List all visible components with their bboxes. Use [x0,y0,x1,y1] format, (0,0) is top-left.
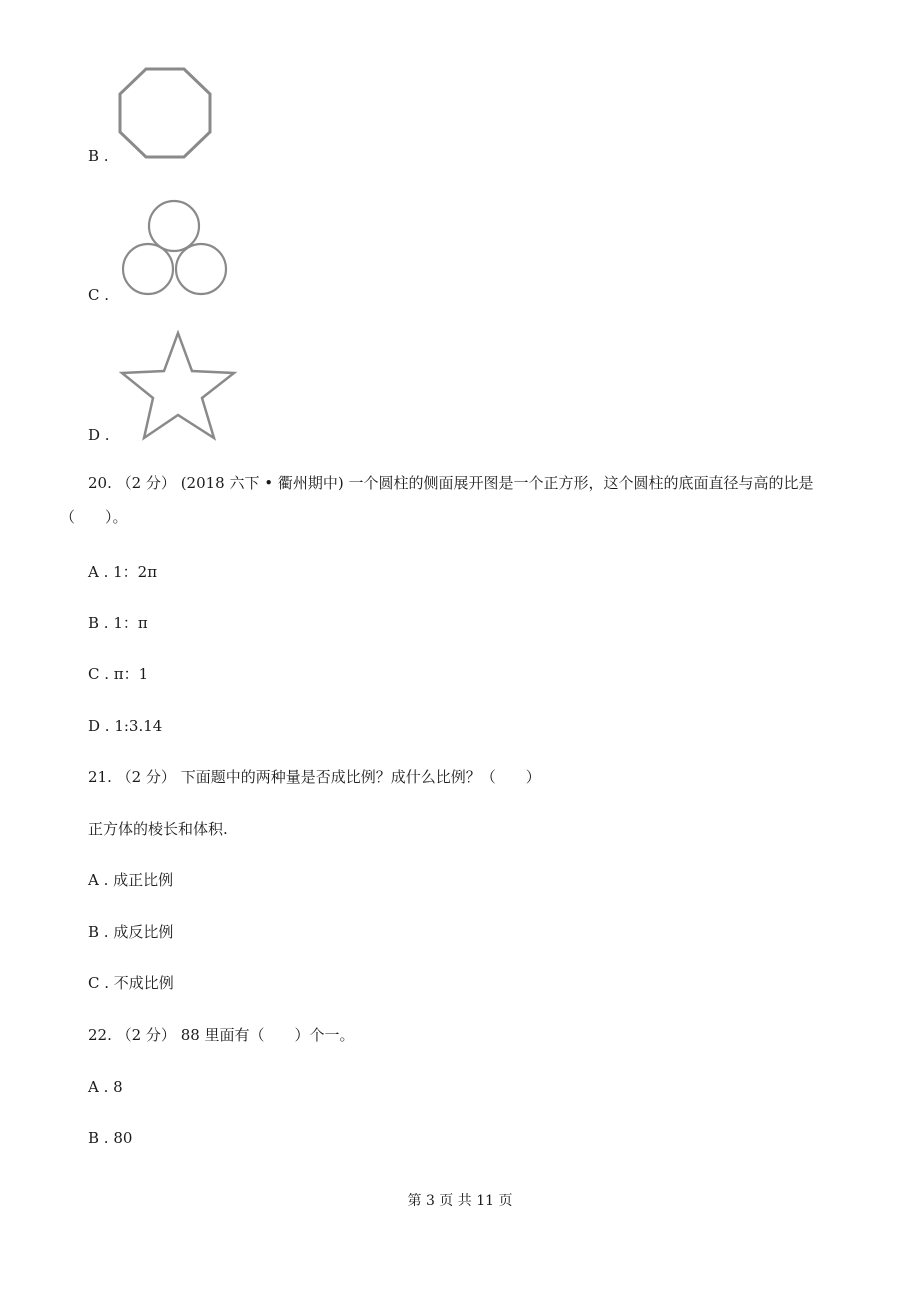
option-c-label: C . [88,286,110,304]
question-22-stem: 22. （2 分） 88 里面有（ ）个一。 [88,1026,355,1044]
question-20-option-b[interactable]: B . 1：π [88,614,148,632]
octagon-figure [116,66,216,160]
question-20-stem: 20. （2 分） (2018 六下 • 衢州期中) 一个圆柱的侧面展开图是一个正方形，这个圆柱的底面直径与高的比是 [88,474,814,492]
option-b-label: B . [88,147,109,165]
star-figure [118,330,240,442]
question-21-stem: 21. （2 分） 下面题中的两种量是否成比例？成什么比例？（ ） [88,768,541,786]
question-20-option-d[interactable]: D . 1:3.14 [88,717,163,735]
three-circles-figure [118,198,230,302]
question-21-subtext: 正方体的棱长和体积. [88,820,228,838]
question-20-option-c[interactable]: C . π：1 [88,665,149,683]
question-22-option-a[interactable]: A . 8 [88,1078,123,1096]
question-21-option-a[interactable]: A . 成正比例 [88,871,174,889]
question-20-option-a[interactable]: A . 1：2π [88,563,158,581]
question-21-option-b[interactable]: B . 成反比例 [88,923,174,941]
option-d-label: D . [88,426,110,444]
question-22-option-b[interactable]: B . 80 [88,1129,133,1147]
question-21-option-c[interactable]: C . 不成比例 [88,974,174,992]
question-20-stem-cont: （ ）。 [60,508,128,526]
page-number-footer: 第 3 页 共 11 页 [407,1193,513,1209]
